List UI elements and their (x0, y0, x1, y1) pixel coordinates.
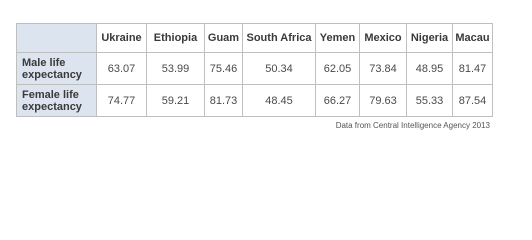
table-cell: 73.84 (360, 53, 407, 85)
table-cell: 81.47 (453, 53, 493, 85)
column-header: Ukraine (97, 24, 147, 53)
table-cell: 79.63 (360, 85, 407, 117)
header-row (17, 24, 493, 53)
column-header: Macau (453, 24, 493, 53)
table-cell: 59.21 (147, 85, 205, 117)
table-cell: 74.77 (97, 85, 147, 117)
table-cell: 81.73 (205, 85, 243, 117)
row-header: Male life expectancy (17, 53, 97, 85)
table-cell: 66.27 (316, 85, 360, 117)
table-cell: 75.46 (205, 53, 243, 85)
column-header: Ethiopia (147, 24, 205, 53)
column-header: Guam (205, 24, 243, 53)
table-row-female (17, 85, 493, 117)
life-expectancy-table (16, 23, 493, 117)
table-cell: 53.99 (147, 53, 205, 85)
table-cell: 48.45 (243, 85, 316, 117)
corner-cell (17, 24, 97, 53)
column-header: South Africa (243, 24, 316, 53)
table-cell: 63.07 (97, 53, 147, 85)
column-header: Mexico (360, 24, 407, 53)
table-cell: 87.54 (453, 85, 493, 117)
table-cell: 50.34 (243, 53, 316, 85)
table-cell: 55.33 (407, 85, 453, 117)
table-cell: 48.95 (407, 53, 453, 85)
column-header: Nigeria (407, 24, 453, 53)
table-cell: 62.05 (316, 53, 360, 85)
table-row-male (17, 53, 493, 85)
column-header: Yemen (316, 24, 360, 53)
row-header: Female life expectancy (17, 85, 97, 117)
source-note: Data from Central Intelligence Agency 2013 (335, 121, 490, 130)
